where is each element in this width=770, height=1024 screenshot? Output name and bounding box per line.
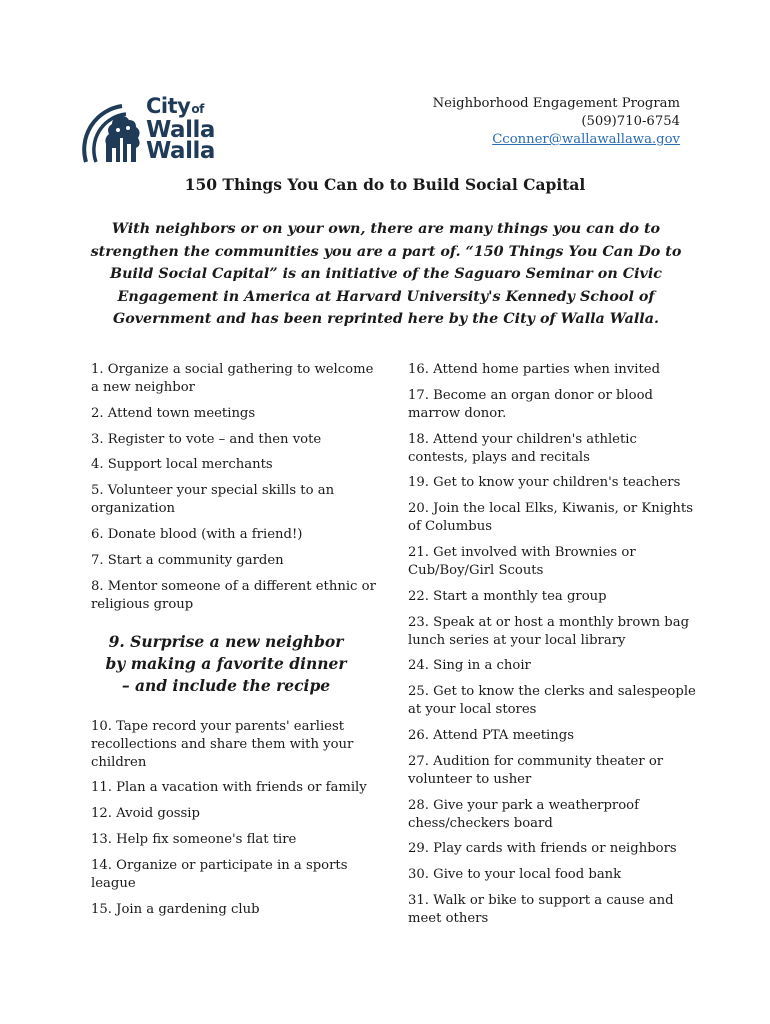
- phone-number: (509)710-6754: [581, 114, 680, 129]
- list-item: 22. Start a monthly tea group: [408, 588, 607, 604]
- logo-word-walla-2: Walla: [146, 138, 215, 164]
- logo-wordmark: [146, 96, 215, 162]
- list-item: 7. Start a community garden: [91, 552, 284, 568]
- city-emblem-icon: [82, 100, 144, 164]
- list-item: 20. Join the local Elks, Kiwanis, or Knights of Columbus: [408, 501, 693, 535]
- list-item: 27. Audition for community theater or volunteer to usher: [408, 753, 664, 787]
- logo-word-of: of: [191, 102, 204, 116]
- featured-item: [91, 631, 361, 697]
- contact-block: [433, 95, 680, 149]
- list-item: 13. Help fix someone's flat tire: [91, 831, 297, 847]
- list-item: 26. Attend PTA meetings: [408, 727, 574, 743]
- list-column-left: [91, 361, 376, 926]
- page-title: 150 Things You Can do to Build Social Capital: [184, 175, 586, 194]
- list-item: 12. Avoid gossip: [91, 806, 200, 822]
- email-link[interactable]: Cconner@wallawallawa.gov: [492, 132, 680, 147]
- list-item: 16. Attend home parties when invited: [408, 362, 661, 377]
- program-name: Neighborhood Engagement Program: [432, 96, 680, 111]
- list-item: 6. Donate blood (with a friend!): [91, 526, 303, 542]
- city-logo: [82, 96, 222, 164]
- list-item: 15. Join a gardening club: [91, 901, 260, 917]
- list-item: 28. Give your park a weatherproof chess/checkers board: [408, 797, 639, 831]
- list-item: 31. Walk or bike to support a cause and meet others: [408, 892, 674, 926]
- list-item: 29. Play cards with friends or neighbors: [408, 841, 677, 857]
- featured-line-1: 9. Surprise a new neighbor: [108, 631, 344, 651]
- list-item: 11. Plan a vacation with friends or family: [91, 780, 367, 796]
- list-item: 24. Sing in a choir: [408, 658, 531, 674]
- list-item: 30. Give to your local food bank: [408, 867, 622, 883]
- logo-word-city: City: [146, 94, 191, 118]
- list-group-c: [408, 361, 698, 928]
- list-item: 18. Attend your children's athletic contests, plays and recitals: [408, 431, 637, 465]
- logo-word-walla-1: Walla: [146, 117, 215, 143]
- list-item: 2. Attend town meetings: [91, 405, 256, 421]
- list-item: 4. Support local merchants: [91, 457, 273, 473]
- list-item: 25. Get to know the clerks and salespeople at your local stores: [408, 684, 696, 718]
- list-item: 8. Mentor someone of a different ethnic or religious group: [91, 578, 376, 612]
- list-item: 14. Organize or participate in a sports league: [91, 857, 348, 891]
- list-group-a: [91, 361, 376, 614]
- featured-line-2: by making a favorite dinner: [105, 653, 347, 673]
- list-column-right: [408, 361, 698, 936]
- list-item: 21. Get involved with Brownies or Cub/Boy/Girl Scouts: [408, 544, 636, 578]
- list-item: 10. Tape record your parents' earliest recollections and share them with your children: [91, 718, 354, 770]
- featured-line-3: – and include the recipe: [121, 675, 331, 695]
- list-item: 17. Become an organ donor or blood marrow donor.: [408, 387, 653, 421]
- list-item: 5. Volunteer your special skills to an organization: [91, 483, 335, 517]
- list-item: 3. Register to vote – and then vote: [91, 431, 322, 447]
- list-item: 1. Organize a social gathering to welcome a new neighbor: [91, 362, 374, 395]
- list-group-b: [91, 718, 376, 919]
- list-item: 19. Get to know your children's teachers: [408, 475, 681, 491]
- list-item: 23. Speak at or host a monthly brown bag lunch series at your local library: [408, 614, 690, 648]
- intro-paragraph: With neighbors or on your own, there are many things you can do to strengthen the communities you are a part of. “150 Things You Can Do to Build Social Capital” is an initiative of the Saguaro Seminar on Civic Engagement in America at Harvard University's Kennedy School of Government and has been reprinted here by the City of Walla Walla.: [90, 221, 682, 327]
